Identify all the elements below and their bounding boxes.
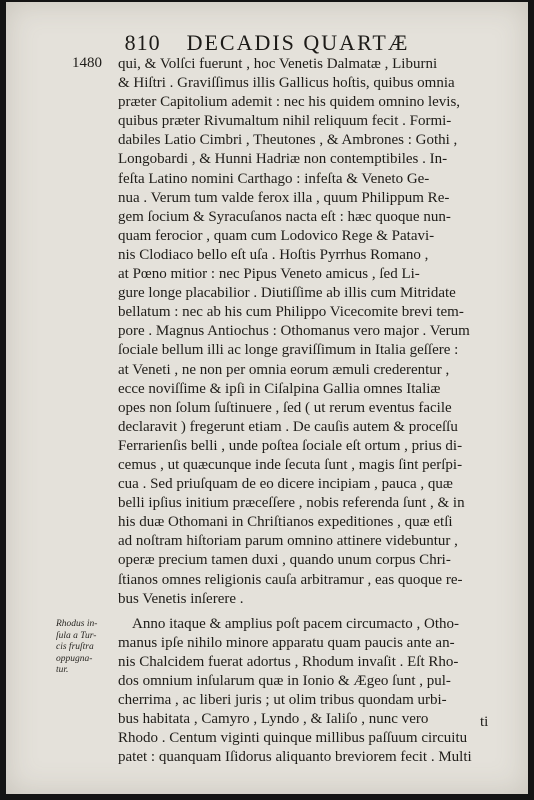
- text-line: at Veneti , ne non per omnia eorum æmuli crederentur ,: [118, 361, 450, 378]
- text-line: gem ſocium & Syracuſanos nacta eſt : hæc quoque nun-: [118, 208, 451, 225]
- text-line: pore . Magnus Antiochus : Othomanus vero major . Verum: [118, 323, 470, 340]
- text-line: cemus , ut quæcunque inde ſecuta ſunt , magis ſint perſpi-: [118, 456, 463, 473]
- text-line: bus habitata , Camyro , Lyndo , & Ialiſo , nunc vero: [118, 711, 429, 728]
- text-line: cherrima , ac liberi juris ; ut olim tribus quondam urbi-: [118, 692, 447, 709]
- text-line: bellatum : nec ab his cum Philippo Vicecomite brevi tem-: [118, 304, 464, 321]
- text-line: gure longe placabilior . Diutiſſime ab illis cum Mitridate: [118, 285, 456, 302]
- text-line: dos omnium inſularum quæ in Ionio & Ægeo ſunt , pul-: [118, 673, 451, 689]
- margin-note-line: ſula a Tur-: [56, 630, 97, 641]
- margin-year: 1480: [72, 55, 102, 71]
- margin-note-line: cis fruſtra: [56, 642, 94, 652]
- text-line: Ferrarienſis belli , unde poſtea ſociale eſt ortum , prius di-: [118, 437, 463, 454]
- margin-note-line: oppugna-: [56, 653, 93, 664]
- text-line: nis Clodiaco bello eſt uſa . Hoſtis Pyrrhus Romano ,: [118, 246, 429, 263]
- text-line: ad noſtram hiſtoriam parum omnino attinere videbuntur ,: [118, 533, 458, 550]
- text-line: nis Chalcidem fuerat adortus , Rhodum invaſit . Eſt Rho-: [118, 653, 459, 670]
- text-line: Anno itaque & amplius poſt pacem circumacto , Otho-: [132, 615, 459, 632]
- margin-note-line: Rhodus in-: [56, 619, 98, 629]
- text-line: quibus præter Rivumaltum nihil reliquum fecit . Formi-: [118, 113, 452, 130]
- page-number: 810: [124, 30, 161, 55]
- running-title: DECADIS QUARTÆ: [186, 30, 410, 55]
- text-line: ecce noviſſime & ipſi in Ciſalpina Gallia omnes Italiæ: [118, 380, 441, 397]
- running-header: [6, 30, 528, 56]
- book-page: [6, 2, 528, 794]
- text-line: Rhodo . Centum viginti quinque millibus paſſuum circuitu: [118, 730, 468, 747]
- text-line: ſtianos omnes religionis cauſa arbitramur , eas quoque re-: [118, 571, 463, 588]
- text-line: quam ferocior , quam cum Lodovico Rege & Patavi-: [118, 227, 435, 244]
- text-line: operæ precium tamen duxi , quando unum corpus Chri-: [118, 552, 451, 569]
- margin-note-line: tur.: [56, 665, 69, 675]
- text-line: ſociale bellum illi ac longe graviſſimum in Italia geſſere :: [118, 342, 459, 359]
- text-line: belli ipſius initium præceſſere , nobis referenda ſunt , & in: [118, 495, 465, 512]
- text-line: his duæ Othomani in Chriſtianos expeditiones , quæ etſi: [118, 514, 453, 531]
- text-line: bus Venetis inſerere .: [118, 590, 244, 607]
- text-line: cua . Sed priuſquam de eo dicere incipiam , pauca , quæ: [118, 476, 453, 493]
- text-line: declaravit ) fregerunt etiam . De cauſis autem & proceſſu: [118, 418, 458, 435]
- text-line: dabiles Latio Cimbri , Theutones , & Ambrones : Gothi ,: [118, 132, 458, 149]
- paragraph-2: [118, 615, 514, 768]
- text-line: nua . Verum tum valde ferox illa , quum Philippum Re-: [118, 189, 450, 206]
- text-line: opes non ſolum ſuſtinuere , ſed ( ut rerum eventus facile: [118, 399, 452, 416]
- paragraph-1: [118, 55, 514, 609]
- margin-note: [56, 619, 116, 677]
- text-line: at Pœno mitior : nec Pipus Veneto amicus , ſed Li-: [118, 266, 420, 283]
- text-line: qui, & Volſci fuerunt , hoc Venetis Dalmatæ , Liburni: [118, 56, 438, 72]
- text-line: manus ipſe nihilo minore apparatu quam paucis ante an-: [118, 634, 455, 651]
- catchword: ti: [480, 714, 489, 730]
- text-line: præter Capitolium ademit : nec his quidem omnino levis,: [118, 94, 461, 111]
- body-text: [118, 55, 514, 767]
- text-line: feſta Latino nomini Carthago : infeſta & Veneto Ge-: [118, 170, 430, 187]
- text-line: patet : quanquam Iſidorus aliquanto breviorem fecit . Multi: [118, 749, 472, 766]
- text-line: Longobardi , & Hunni Hadriæ non contemptibiles . In-: [118, 151, 448, 168]
- text-line: & Hiſtri . Graviſſimus illis Gallicus hoſtis, quibus omnia: [118, 75, 455, 92]
